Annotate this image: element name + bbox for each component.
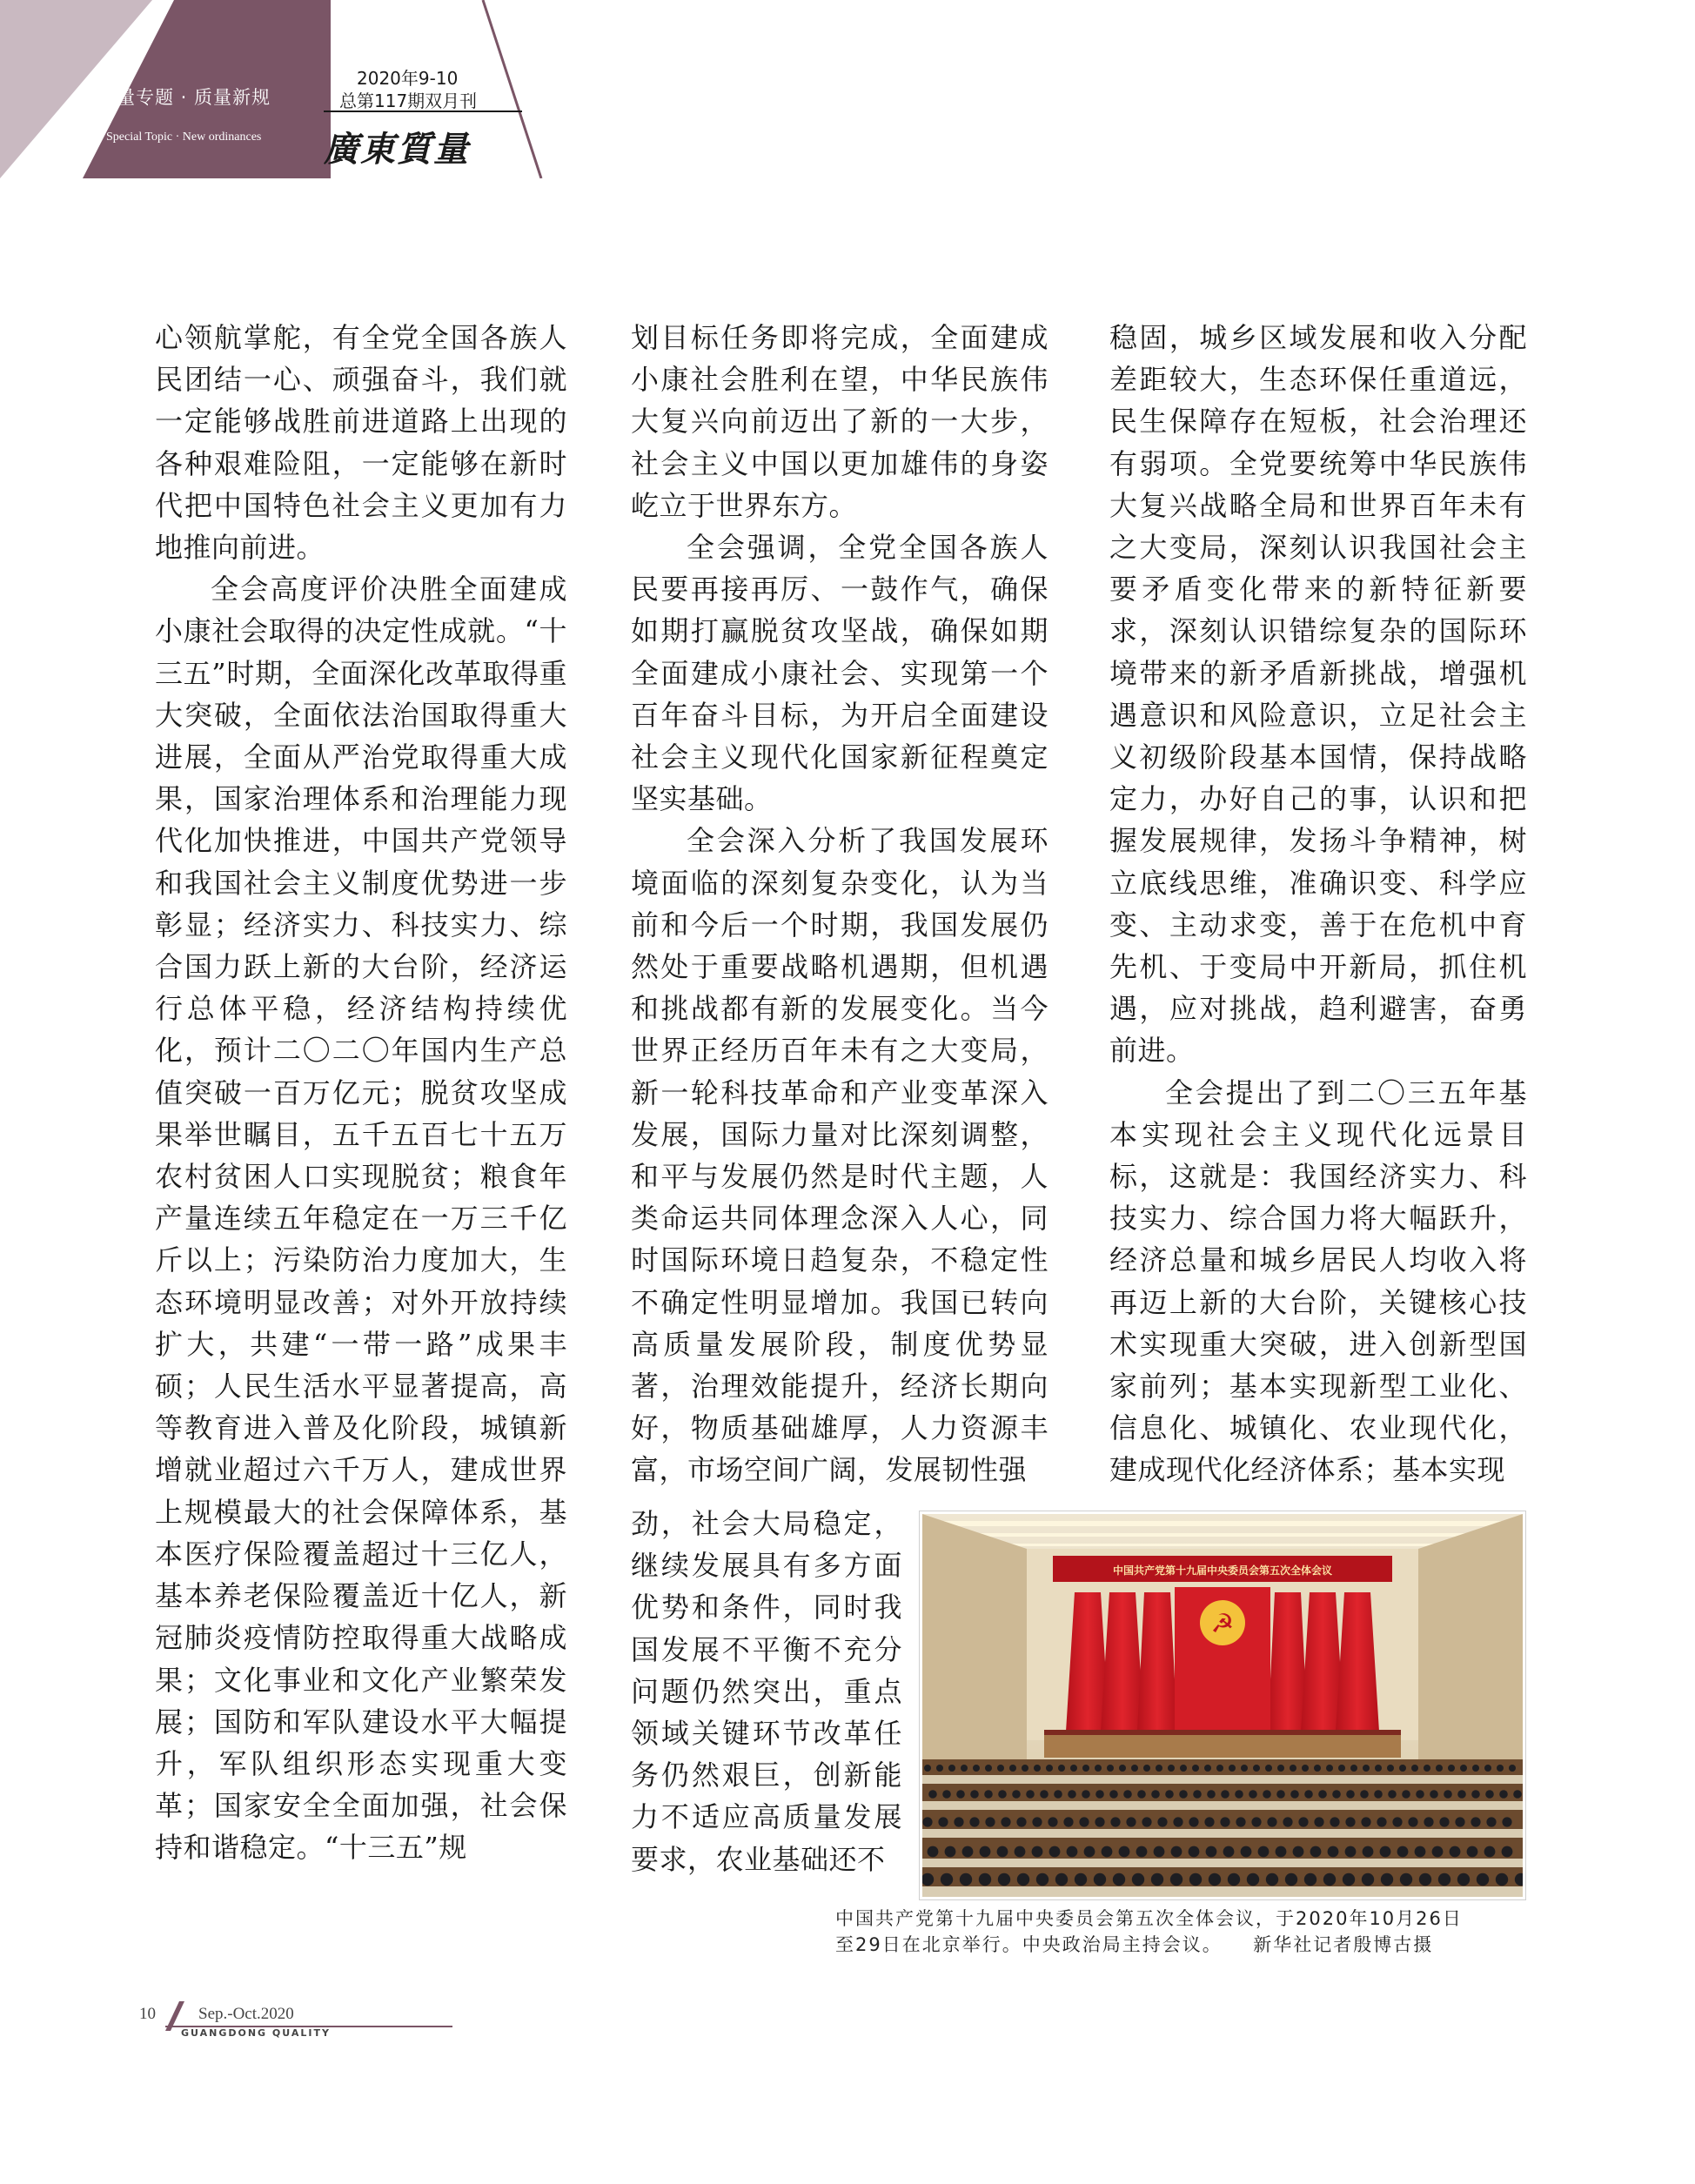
issue-date: 2020年9-10 xyxy=(357,68,459,89)
audience-head xyxy=(1107,1765,1114,1772)
audience-head xyxy=(1189,1873,1202,1886)
audience-head xyxy=(1193,1790,1202,1799)
audience-head xyxy=(1032,1846,1043,1858)
audience-head xyxy=(936,1765,943,1772)
audience-head xyxy=(1266,1873,1278,1886)
audience-head xyxy=(973,1765,980,1772)
audience-head xyxy=(1360,1790,1369,1799)
audience-head xyxy=(1054,1790,1062,1799)
svg-text:☭: ☭ xyxy=(1210,1609,1235,1639)
audience-head xyxy=(1267,1817,1276,1826)
audience-head xyxy=(954,1817,963,1826)
audience-head xyxy=(1363,1846,1374,1858)
page-header xyxy=(0,0,557,178)
audience-head xyxy=(1439,1817,1449,1826)
audience-head xyxy=(979,1873,991,1886)
audience-head xyxy=(1513,1790,1522,1799)
audience-head xyxy=(1171,1846,1182,1858)
audience-head xyxy=(1228,1873,1240,1886)
audience-head xyxy=(1063,1817,1073,1826)
audience-head xyxy=(1484,1765,1491,1772)
audience-head xyxy=(1095,1765,1102,1772)
audience-head xyxy=(1016,1817,1026,1826)
audience-head xyxy=(998,1790,1007,1799)
audience-head xyxy=(1415,1846,1426,1858)
audience-head xyxy=(1131,1765,1138,1772)
audience-head xyxy=(1332,1790,1341,1799)
audience-head xyxy=(1173,1817,1182,1826)
audience-head xyxy=(1375,1765,1382,1772)
audience-head xyxy=(1400,1873,1412,1886)
audience-head xyxy=(1223,1846,1235,1858)
audience-head xyxy=(1330,1817,1339,1826)
audience-head xyxy=(1022,1765,1028,1772)
audience-head xyxy=(1170,1873,1182,1886)
audience-head xyxy=(1204,1817,1214,1826)
audience-head xyxy=(1377,1817,1386,1826)
audience-head xyxy=(1455,1817,1464,1826)
audience-head xyxy=(1165,1790,1174,1799)
audience-head xyxy=(1209,1873,1221,1886)
footer-date: Sep.-Oct.2020 xyxy=(198,2005,294,2023)
audience-head xyxy=(1075,1873,1087,1886)
audience-head xyxy=(1408,1817,1417,1826)
audience-head xyxy=(1345,1817,1355,1826)
audience-head xyxy=(1095,1790,1104,1799)
audience-head xyxy=(1143,1765,1150,1772)
audience-head xyxy=(1361,1817,1370,1826)
issue-number: 总第117期双月刊 xyxy=(339,90,478,111)
audience-head xyxy=(1399,1765,1406,1772)
audience-head xyxy=(1345,1846,1357,1858)
audience-head xyxy=(1132,1873,1144,1886)
audience-head xyxy=(1457,1873,1470,1886)
audience-head xyxy=(928,1846,939,1858)
audience-head xyxy=(1084,1846,1095,1858)
audience-head xyxy=(1402,1790,1410,1799)
paragraph: 全会深入分析了我国发展环境面临的深刻复杂变化，认为当前和今后一个时期，我国发展仍然处于重要战略机遇期，但机遇和挑战都有新的发展变化。当今世界正经历百年未有之大变局，新一轮科技革命和产业变革深入发展，国际力量对比深刻调整，和平与发展仍然是时代主题，人类命运共同体理念深入人心，同时国际环境日趋复杂，不稳定性不确定性明显增加。我国已转向高质量发展阶段，制度优势显著，治理效能提升，经济长期向好，物质基础雄厚，人力资源丰富，市场空间广阔，发展韧性强 xyxy=(631,824,1048,1487)
audience-head xyxy=(1241,1846,1252,1858)
audience-head xyxy=(1048,1817,1057,1826)
audience-head xyxy=(1304,1873,1316,1886)
audience-head xyxy=(1477,1873,1489,1886)
audience-head xyxy=(1123,1790,1132,1799)
audience-head xyxy=(997,1765,1004,1772)
audience-head xyxy=(970,1790,979,1799)
paragraph: 稳固，城乡区域发展和收入分配差距较大，生态环保任重道远，民生保障存在短板，社会治理还有弱项。全党要统筹中华民族伟大复兴战略全局和世界百年未有之大变局，深刻认识我国社会主要矛盾变化带来的新特征新要求，深刻认识错综复杂的国际环境带来的新矛盾新挑战，增强机遇意识和风险意识，立足社会主义初级阶段基本国情，保持战略定力，办好自己的事，认识和把握发展规律，发扬斗争精神，树立底线思维，准确识变、科学应变、主动求变，善于在危机中育先机、于变局中开新局，抓住机遇，应对挑战，趋利避害，奋勇前进。 xyxy=(1109,321,1527,1068)
audience-head xyxy=(1236,1817,1245,1826)
audience-head xyxy=(1216,1765,1223,1772)
audience-head xyxy=(1380,1846,1391,1858)
audience-head xyxy=(1189,1846,1200,1858)
audience-head xyxy=(1258,1846,1270,1858)
audience-head xyxy=(1036,1873,1048,1886)
audience-head xyxy=(1283,1817,1292,1826)
audience-head xyxy=(961,1765,968,1772)
audience-head xyxy=(1338,1765,1345,1772)
audience-head xyxy=(1095,1817,1104,1826)
section-title-en: Special Topic · New ordinances xyxy=(106,131,262,144)
audience-head xyxy=(1046,1765,1053,1772)
text-column-3 xyxy=(1109,317,1527,1491)
audience-head xyxy=(1070,1765,1077,1772)
audience-head xyxy=(938,1817,948,1826)
audience-head xyxy=(985,1765,992,1772)
audience-head xyxy=(1310,1846,1322,1858)
audience-head xyxy=(1049,1846,1061,1858)
audience-head xyxy=(969,1817,979,1826)
audience-head xyxy=(1285,1873,1297,1886)
audience-head xyxy=(998,1873,1010,1886)
audience-head xyxy=(1119,1765,1126,1772)
audience-head xyxy=(1067,1846,1078,1858)
audience-head xyxy=(1388,1790,1397,1799)
audience-head xyxy=(1017,1873,1029,1886)
audience-head xyxy=(1471,1790,1480,1799)
audience-head xyxy=(1055,1873,1068,1886)
audience-head xyxy=(1290,1790,1299,1799)
audience-head xyxy=(1374,1790,1383,1799)
audience-head xyxy=(1235,1790,1243,1799)
audience-head xyxy=(1137,1790,1146,1799)
audience-head xyxy=(1151,1790,1160,1799)
text-column-2-wrap xyxy=(631,1503,902,1880)
paragraph: 全会提出了到二〇三五年基本实现社会主义现代化远景目标，这就是：我国经济实力、科技实力、综合国力将大幅跃升，经济总量和城乡居民人均收入将再迈上新的大台阶，关键核心技术实现重大突破，进入创新型国家前列；基本实现新型工业化、信息化、城镇化、农业现代化，建成现代化经济体系；基本实现 xyxy=(1109,1075,1527,1487)
audience-head xyxy=(1450,1846,1461,1858)
audience-head xyxy=(1094,1873,1106,1886)
audience-head xyxy=(1276,1790,1285,1799)
audience-head xyxy=(1323,1873,1336,1886)
audience-head xyxy=(1432,1846,1444,1858)
paragraph: 全会强调，全党全国各族人民要再接再厉、一鼓作气，确保如期打赢脱贫攻坚战，确保如期全面建成小康社会、实现第一个百年奋斗目标，为开启全面建设社会主义现代化国家新征程奠定坚实基础。 xyxy=(631,531,1048,816)
audience-head xyxy=(1220,1817,1229,1826)
audience-head xyxy=(1156,1765,1162,1772)
audience-head xyxy=(1247,1873,1259,1886)
audience-head xyxy=(1102,1846,1113,1858)
audience-head xyxy=(1034,1765,1041,1772)
audience-head xyxy=(1204,1765,1211,1772)
audience-head xyxy=(984,1790,993,1799)
audience-head xyxy=(1189,1817,1198,1826)
audience-head xyxy=(1253,1765,1260,1772)
audience-head xyxy=(924,1765,931,1772)
audience-head xyxy=(1314,1817,1323,1826)
audience-head xyxy=(1276,1846,1287,1858)
audience-head xyxy=(941,1873,953,1886)
audience-head xyxy=(948,1765,955,1772)
audience-head xyxy=(1392,1817,1402,1826)
audience-head xyxy=(1486,1817,1496,1826)
audience-head xyxy=(1113,1873,1125,1886)
audience-head xyxy=(1438,1873,1450,1886)
audience-head xyxy=(1032,1817,1042,1826)
page-number: 10 xyxy=(139,2005,156,2023)
text-column-2 xyxy=(631,317,1048,1491)
page-footer xyxy=(131,2001,479,2053)
audience-head xyxy=(1001,1817,1010,1826)
audience-head xyxy=(1502,1817,1511,1826)
audience-head xyxy=(1142,1817,1151,1826)
audience-head xyxy=(1328,1846,1339,1858)
audience-head xyxy=(1168,1765,1175,1772)
magazine-logo: 廣東質量 xyxy=(324,129,470,170)
audience-head xyxy=(1416,1790,1424,1799)
audience-head xyxy=(1151,1873,1163,1886)
audience-head xyxy=(1082,1765,1089,1772)
audience-head xyxy=(1082,1790,1090,1799)
audience-head xyxy=(1346,1790,1355,1799)
audience-head xyxy=(1314,1765,1321,1772)
audience-head xyxy=(1221,1790,1229,1799)
audience-head xyxy=(1241,1765,1248,1772)
audience-head xyxy=(1058,1765,1065,1772)
audience-head xyxy=(1381,1873,1393,1886)
audience-head xyxy=(1304,1790,1313,1799)
audience-head xyxy=(962,1846,974,1858)
audience-head xyxy=(922,1817,932,1826)
audience-head xyxy=(1424,1817,1433,1826)
photo-caption xyxy=(835,1906,1558,1958)
audience-head xyxy=(1509,1765,1516,1772)
audience-head xyxy=(1026,1790,1035,1799)
audience-head xyxy=(1126,1817,1136,1826)
audience-head xyxy=(1298,1817,1308,1826)
audience-head xyxy=(985,1817,995,1826)
audience-head xyxy=(1460,1765,1467,1772)
audience-head xyxy=(1009,1765,1016,1772)
audience-head xyxy=(1012,1790,1021,1799)
audience-head xyxy=(1436,1765,1443,1772)
audience-head xyxy=(1109,1790,1118,1799)
audience-head xyxy=(1502,1846,1513,1858)
audience-head xyxy=(1343,1873,1355,1886)
audience-head xyxy=(1484,1846,1496,1858)
audience-head xyxy=(1362,1873,1374,1886)
audience-head xyxy=(1263,1790,1271,1799)
paragraph: 划目标任务即将完成，全面建成小康社会胜利在望，中华民族伟大复兴向前迈出了新的一大步，社会主义中国以更加雄伟的身姿屹立于世界东方。 xyxy=(631,321,1048,522)
audience-head xyxy=(1430,1790,1438,1799)
audience-head xyxy=(1249,1790,1257,1799)
audience-head xyxy=(1424,1765,1430,1772)
audience-head xyxy=(1485,1790,1494,1799)
audience-head xyxy=(1448,1765,1455,1772)
audience-head xyxy=(1277,1765,1284,1772)
audience-head xyxy=(1326,1765,1333,1772)
audience-head xyxy=(1467,1846,1478,1858)
audience-head xyxy=(1040,1790,1048,1799)
audience-head xyxy=(1444,1790,1452,1799)
audience-head xyxy=(1318,1790,1327,1799)
audience-head xyxy=(1206,1846,1217,1858)
caption-line: 至29日在北京举行。中央政治局主持会议。 新华社记者殷博古摄 xyxy=(835,1934,1434,1955)
audience-head xyxy=(1179,1790,1188,1799)
audience-head xyxy=(1119,1846,1130,1858)
audience-head xyxy=(1499,1790,1508,1799)
audience-head xyxy=(960,1873,972,1886)
audience-head xyxy=(1302,1765,1309,1772)
audience-head xyxy=(1363,1765,1370,1772)
audience-head xyxy=(997,1846,1008,1858)
caption-line: 中国共产党第十九届中央委员会第五次全体会议，于2020年10月26日 xyxy=(835,1908,1463,1929)
photo-banner-text: 中国共产党第十九届中央委员会第五次全体会议 xyxy=(1112,1564,1332,1577)
audience-head xyxy=(942,1790,951,1799)
audience-head xyxy=(1180,1765,1187,1772)
audience-head xyxy=(980,1846,991,1858)
audience-head xyxy=(1110,1817,1120,1826)
footer-magazine-name: GUANGDONG QUALITY xyxy=(181,2027,331,2039)
plenary-session-photo xyxy=(920,1511,1525,1899)
audience-head xyxy=(1471,1817,1480,1826)
audience-head xyxy=(1411,1765,1418,1772)
audience-head xyxy=(1192,1765,1199,1772)
audience-head xyxy=(1157,1817,1167,1826)
audience-head xyxy=(1472,1765,1479,1772)
audience-head xyxy=(1290,1765,1296,1772)
audience-head xyxy=(1293,1846,1304,1858)
text-column-1 xyxy=(155,317,567,1869)
audience-head xyxy=(1419,1873,1431,1886)
audience-head xyxy=(1068,1790,1076,1799)
audience-head xyxy=(1387,1765,1394,1772)
section-title-zh: 质量专题 · 质量新规 xyxy=(97,87,271,108)
audience-head xyxy=(956,1790,965,1799)
audience-head xyxy=(1457,1790,1466,1799)
audience-head xyxy=(1229,1765,1236,1772)
audience-head xyxy=(945,1846,956,1858)
paragraph: 全会高度评价决胜全面建成小康社会取得的决定性成就。“十三五”时期，全面深化改革取得重大突破，全面依法治国取得重大进展，全面从严治党取得重大成果，国家治理体系和治理能力现代化加快推进，中国共产党领导和我国社会主义制度优势进一步彰显；经济实力、科技实力、综合国力跃上新的大台阶，经济运行总体平稳，经济结构持续优化，预计二〇二〇年国内生产总值突破一百万亿元；脱贫攻坚成果举世瞩目，五千五百七十五万农村贫困人口实现脱贫；粮食年产量连续五年稳定在一万三千亿斤以上；污染防治力度加大，生态环境明显改善；对外开放持续扩大，共建“一带一路”成果丰硕；人民生活水平显著提高，高等教育进入普及化阶段，城镇新增就业超过六千万人，建成世界上规模最大的社会保障体系，基本医疗保险覆盖超过十三亿人，基本养老保险覆盖近十亿人，新冠肺炎疫情防控取得重大战略成果；文化事业和文化产业繁荣发展；国防和军队建设水平大幅提升，军队组织形态实现重大变革；国家安全全面加强，社会保持和谐稳定。“十三五”规 xyxy=(155,573,567,1865)
audience-head xyxy=(1397,1846,1409,1858)
audience-head xyxy=(1265,1765,1272,1772)
paragraph: 劲，社会大局稳定，继续发展具有多方面优势和条件，同时我国发展不平衡不充分问题仍然突出，重点领域关键环节改革任务仍然艰巨，创新能力不适应高质量发展要求，农业基础还不 xyxy=(631,1507,902,1876)
audience-head xyxy=(1207,1790,1216,1799)
audience-head xyxy=(1015,1846,1026,1858)
audience-head xyxy=(1251,1817,1261,1826)
audience-head xyxy=(1154,1846,1165,1858)
audience-head xyxy=(1350,1765,1357,1772)
audience-head xyxy=(1079,1817,1089,1826)
audience-head xyxy=(1497,1765,1504,1772)
audience-head xyxy=(928,1790,937,1799)
audience-head xyxy=(1136,1846,1148,1858)
audience-head xyxy=(1496,1873,1508,1886)
paragraph: 心领航掌舵，有全党全国各族人民团结一心、顽强奋斗，我们就一定能够战胜前进道路上出现的各种艰难险阻，一定能够在新时代把中国特色社会主义更加有力地推向前进。 xyxy=(155,321,567,565)
